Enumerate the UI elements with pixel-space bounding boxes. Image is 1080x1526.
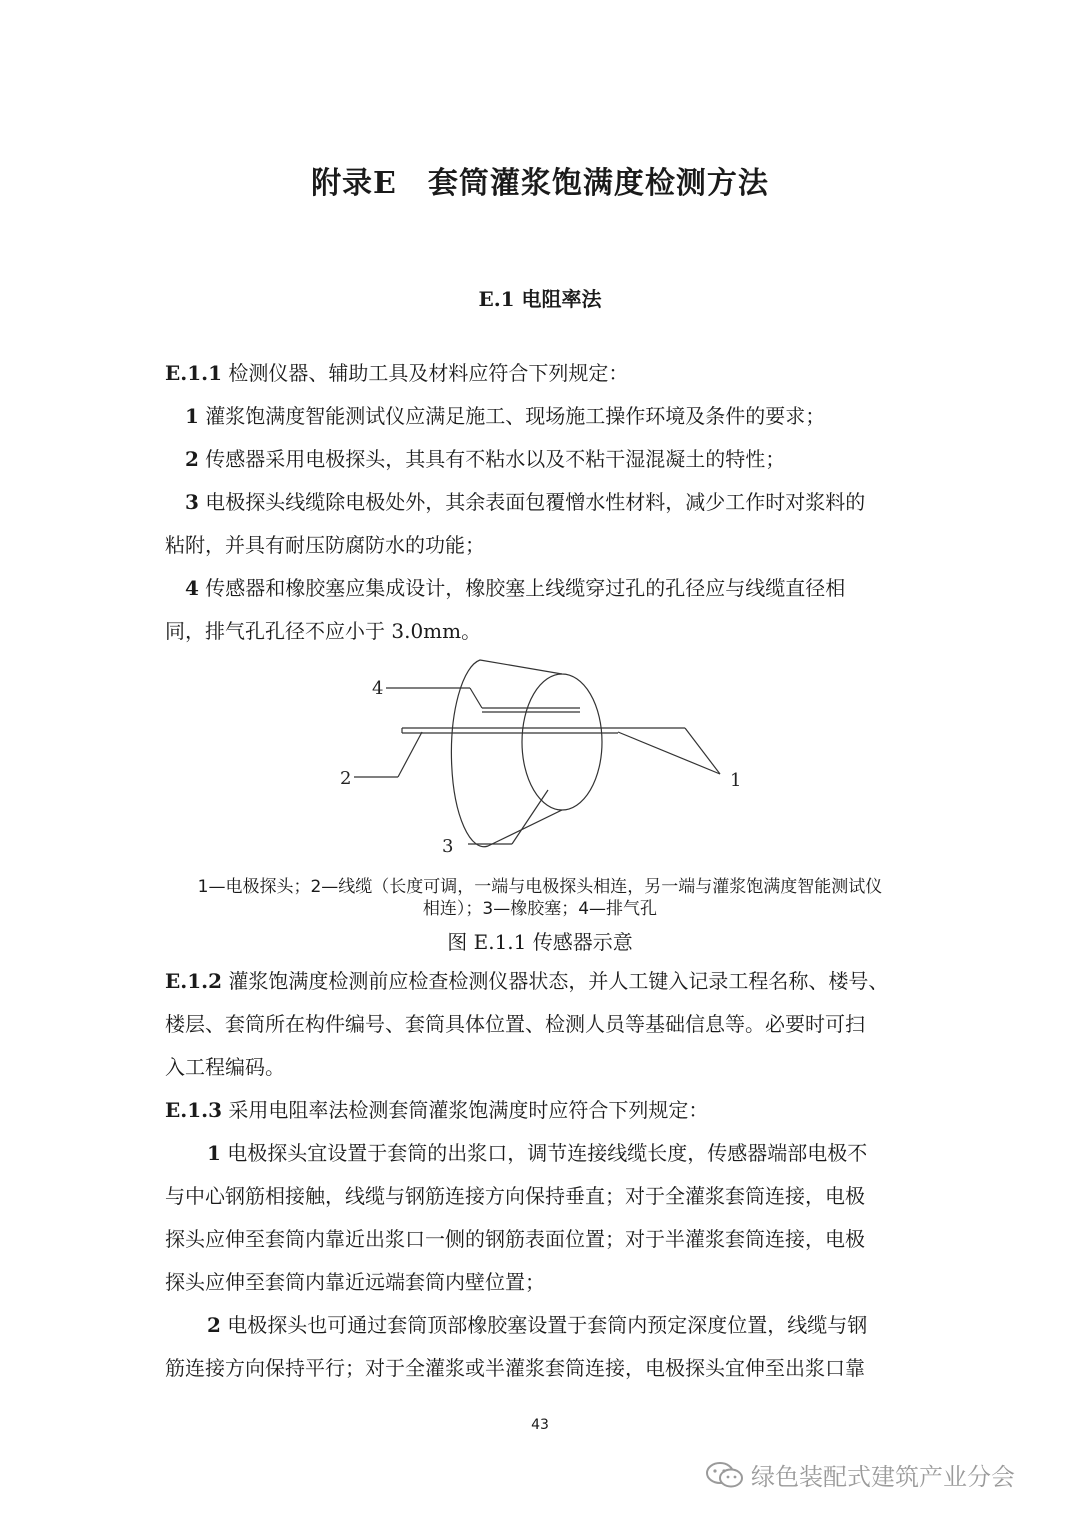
item-number: 4 bbox=[185, 576, 199, 600]
list-item bbox=[165, 438, 917, 481]
item-continuation: 探头应伸至套筒内靠近出浆口一侧的钢筋表面位置；对于半灌浆套筒连接，电极 bbox=[165, 1227, 865, 1251]
item-text: 传感器采用电极探头，其具有不粘水以及不粘干湿混凝土的特性； bbox=[198, 447, 786, 471]
figure-label-3: 3 bbox=[442, 836, 454, 857]
page-title: 附录E 套筒灌浆饱满度检测方法 bbox=[311, 166, 769, 201]
figure-note-line: 相连）；3—橡胶塞；4—排气孔 bbox=[422, 899, 658, 919]
item-continuation: 同，排气孔孔径不应小于 3.0mm。 bbox=[165, 619, 482, 643]
rubber-plug-face bbox=[522, 674, 562, 810]
section-title: E.1 电阻率法 bbox=[478, 287, 602, 311]
list-item bbox=[165, 567, 917, 610]
figure-caption: 图 E.1.1 传感器示意 bbox=[447, 930, 633, 954]
list-item bbox=[165, 1304, 917, 1347]
clause-e111 bbox=[165, 352, 917, 653]
item-number: 1 bbox=[207, 1141, 221, 1165]
leader-line-2 bbox=[398, 732, 422, 777]
item-number: 1 bbox=[185, 404, 199, 428]
wechat-icon bbox=[705, 1461, 745, 1489]
clause-line: 入工程编码。 bbox=[165, 1055, 285, 1079]
list-item bbox=[165, 395, 917, 438]
clause-number: E.1.2 bbox=[165, 969, 223, 993]
figure-note-line: 1—电极探头；2—线缆（长度可调，一端与电极探头相连，另一端与灌浆饱满度智能测试仪 bbox=[197, 877, 883, 897]
watermark bbox=[705, 1457, 1015, 1492]
rubber-plug-outline bbox=[451, 660, 602, 847]
item-continuation: 粘附，并具有耐压防腐防水的功能； bbox=[165, 533, 485, 557]
item-text: 电极探头也可通过套筒顶部橡胶塞设置于套筒内预定深度位置，线缆与钢 bbox=[220, 1313, 868, 1337]
item-continuation: 探头应伸至套筒内靠近远端套筒内壁位置； bbox=[165, 1270, 545, 1294]
figure-label-2: 2 bbox=[340, 768, 352, 789]
item-continuation: 筋连接方向保持平行；对于全灌浆或半灌浆套筒连接，电极探头宜伸至出浆口靠 bbox=[165, 1356, 865, 1380]
list-item bbox=[165, 1132, 917, 1175]
clause-e112 bbox=[165, 960, 917, 1089]
clause-line bbox=[165, 960, 917, 1003]
item-text: 传感器和橡胶塞应集成设计，橡胶塞上线缆穿过孔的孔径应与线缆直径相 bbox=[198, 576, 846, 600]
clause-number: E.1.3 bbox=[165, 1098, 223, 1122]
clause-heading bbox=[165, 1089, 917, 1132]
leader-line-4 bbox=[470, 688, 482, 708]
figure-label-1: 1 bbox=[730, 770, 742, 791]
page-number: 43 bbox=[531, 1417, 549, 1433]
leader-line-3 bbox=[512, 790, 548, 844]
item-text: 灌浆饱满度智能测试仪应满足施工、现场施工操作环境及条件的要求； bbox=[198, 404, 826, 428]
item-number: 2 bbox=[207, 1313, 221, 1337]
figure-note bbox=[160, 876, 920, 920]
item-number: 2 bbox=[185, 447, 199, 471]
sensor-diagram bbox=[330, 648, 750, 860]
watermark-text: 绿色装配式建筑产业分会 bbox=[751, 1463, 1015, 1491]
clause-e113 bbox=[165, 1089, 917, 1390]
item-text: 电极探头线缆除电极处外，其余表面包覆憎水性材料，减少工作时对浆料的 bbox=[198, 490, 866, 514]
item-text: 电极探头宜设置于套筒的出浆口，调节连接线缆长度，传感器端部电极不 bbox=[220, 1141, 868, 1165]
clause-text: 采用电阻率法检测套筒灌浆饱满度时应符合下列规定： bbox=[222, 1098, 709, 1122]
figure-label-4: 4 bbox=[372, 678, 384, 699]
clause-heading bbox=[165, 352, 917, 395]
item-number: 3 bbox=[185, 490, 199, 514]
clause-number: E.1.1 bbox=[165, 361, 223, 385]
clause-line: 楼层、套筒所在构件编号、套筒具体位置、检测人员等基础信息等。必要时可扫 bbox=[165, 1012, 865, 1036]
clause-text: 检测仪器、辅助工具及材料应符合下列规定： bbox=[222, 361, 629, 385]
item-continuation: 与中心钢筋相接触，线缆与钢筋连接方向保持垂直；对于全灌浆套筒连接，电极 bbox=[165, 1184, 865, 1208]
clause-text: 灌浆饱满度检测前应检查检测仪器状态，并人工键入记录工程名称、楼号、 bbox=[222, 969, 889, 993]
list-item bbox=[165, 481, 917, 524]
